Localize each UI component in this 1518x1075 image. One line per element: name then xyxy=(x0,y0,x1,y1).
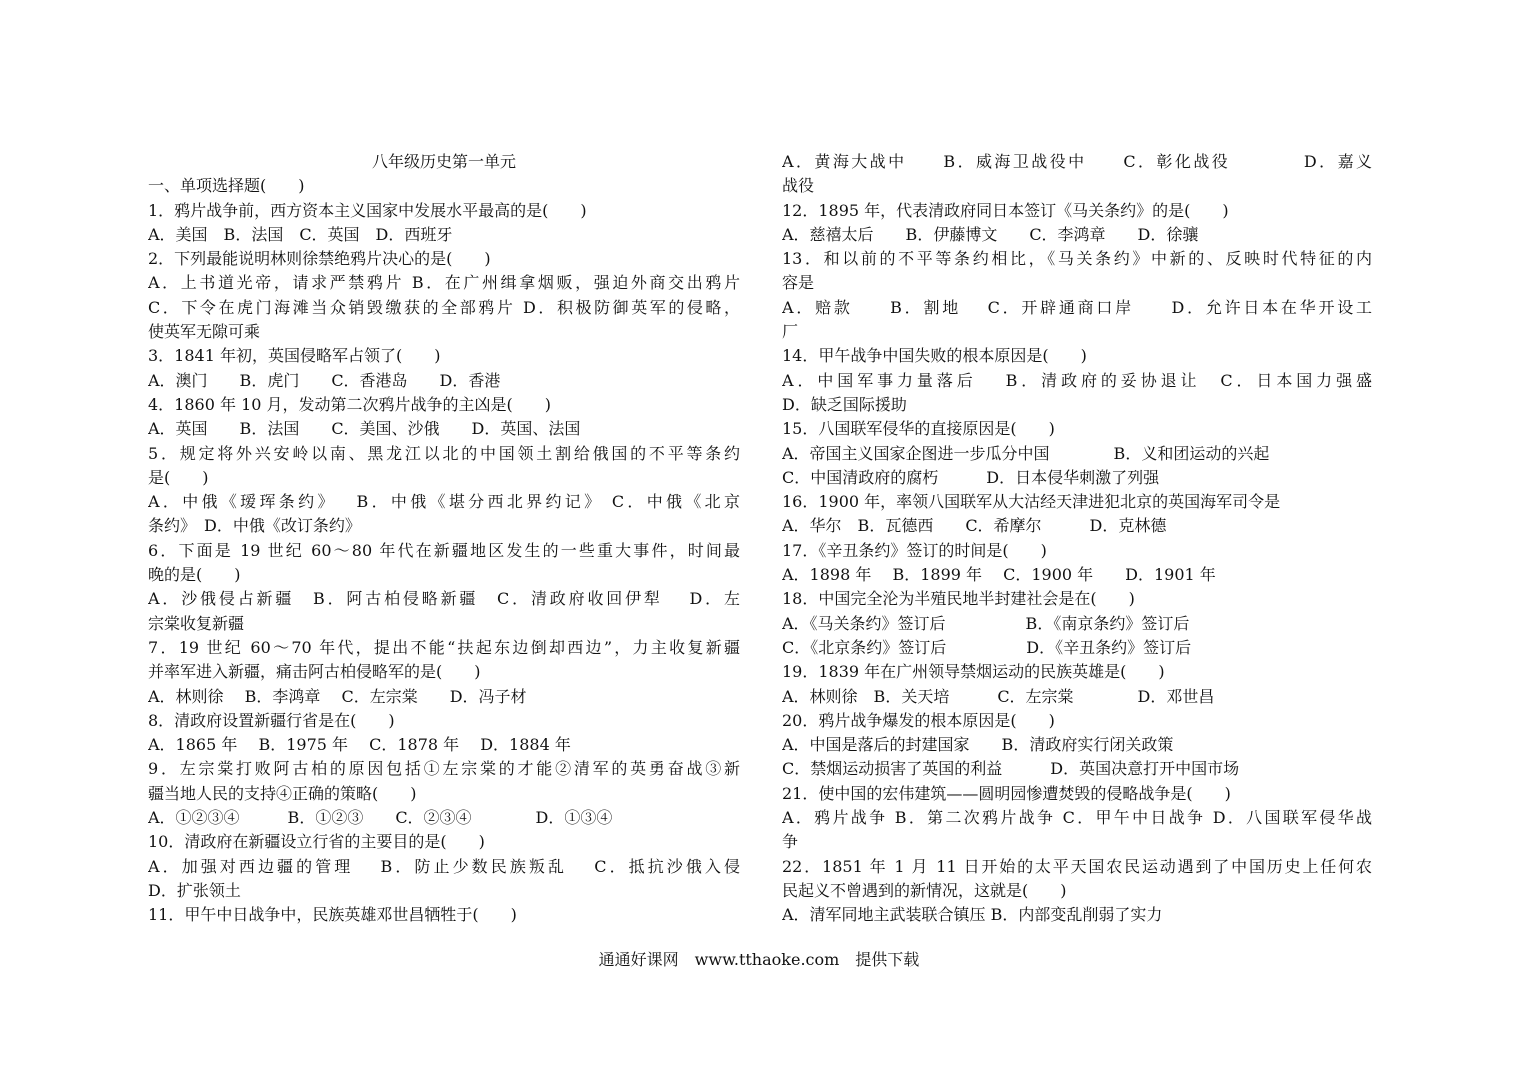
left-text-line: 一、单项选择题( ) xyxy=(148,176,305,196)
right-text-line: 民起义不曾遇到的新情况，这就是( ) xyxy=(782,880,1067,900)
left-text-line: 晚的是( ) xyxy=(148,565,241,585)
right-text-line: A．慈禧太后 B．伊藤博文 C．李鸿章 D．徐骧 xyxy=(782,224,1199,244)
left-text-line: 8．清政府设置新疆行省是在( ) xyxy=(148,710,395,730)
right-text-line: 厂 xyxy=(782,322,799,342)
left-text-line: A．加强对西边疆的管理 B．防止少数民族叛乱 C．抵抗沙俄入侵 xyxy=(148,856,740,876)
right-text-line: 16．1900 年，率领八国联军从大沽经天津进犯北京的英国海军司令是 xyxy=(782,492,1281,512)
left-text-line: 6．下面是 19 世纪 60～80 年代在新疆地区发生的一些重大事件，时间最 xyxy=(148,540,740,560)
left-text-line: A．中俄《瑷珲条约》 B．中俄《堪分西北界约记》 C．中俄《北京 xyxy=(148,492,740,512)
right-text-line: 12．1895 年，代表清政府同日本签订《马关条约》的是( ) xyxy=(782,200,1229,220)
right-text-line: A．鸦片战争 B．第二次鸦片战争 C．甲午中日战争 D．八国联军侵华战 xyxy=(782,808,1372,828)
left-text-line: C．下令在虎门海滩当众销毁缴获的全部鸦片 D．积极防御英军的侵略， xyxy=(148,297,740,317)
left-text-line: A．①②③④ B．①②③ C．②③④ D．①③④ xyxy=(148,808,613,828)
right-text-line: C．中国清政府的腐朽 D．日本侵华刺激了列强 xyxy=(782,467,1160,487)
right-text-line: A．赔款 B．割地 C．开辟通商口岸 D．允许日本在华开设工 xyxy=(782,297,1372,317)
right-text-line: 17．《辛丑条约》签订的时间是( ) xyxy=(782,540,1047,560)
footer-source: 通通好课网 www.tthaoke.com 提供下载 xyxy=(598,950,920,969)
right-text-line: A．《马关条约》签订后 B．《南京条约》签订后 xyxy=(782,613,1190,633)
left-text-line: 9．左宗棠打败阿古柏的原因包括①左宗棠的才能②清军的英勇奋战③新 xyxy=(148,759,740,779)
right-text-line: 19．1839 年在广州领导禁烟运动的民族英雄是( ) xyxy=(782,662,1165,682)
right-text-line: A．黄海大战中 B．威海卫战役中 C．彰化战役 D．嘉义 xyxy=(782,152,1372,171)
right-text-line: 13．和以前的不平等条约相比，《马关条约》中新的、反映时代特征的内 xyxy=(782,249,1372,269)
left-text-line: 11．甲午中日战争中，民族英雄邓世昌牺牲于( ) xyxy=(148,905,517,925)
left-text-line: 4．1860 年 10 月，发动第二次鸦片战争的主凶是( ) xyxy=(148,394,552,414)
right-text-line: C．禁烟运动损害了英国的利益 D．英国决意打开中国市场 xyxy=(782,759,1240,779)
left-text-line: 3．1841 年初，英国侵略军占领了( ) xyxy=(148,346,441,366)
right-text-line: A．清军同地主武装联合镇压 B．内部变乱削弱了实力 xyxy=(782,905,1163,925)
exam-title: 八年级历史第一单元 xyxy=(371,152,516,171)
left-text-line: A．林则徐 B．李鸿章 C．左宗棠 D．冯子材 xyxy=(148,686,527,706)
right-text-line: A．华尔 B．瓦德西 C．希摩尔 D．克林德 xyxy=(782,516,1167,536)
right-text-line: 18．中国完全沦为半殖民地半封建社会是在( ) xyxy=(782,589,1135,609)
right-text-line: 22．1851 年 1 月 11 日开始的太平天国农民运动遇到了中国历史上任何农 xyxy=(782,856,1372,876)
right-text-line: A．中国军事力量落后 B．清政府的妥协退让 C．日本国力强盛 xyxy=(782,370,1372,390)
right-text-line: A．帝国主义国家企图进一步瓜分中国 B．义和团运动的兴起 xyxy=(782,443,1270,463)
left-text-line: 2．下列最能说明林则徐禁绝鸦片决心的是( ) xyxy=(148,249,491,269)
left-text-line: 条约》 D．中俄《改订条约》 xyxy=(148,516,361,536)
left-text-line: A．英国 B．法国 C．美国、沙俄 D．英国、法国 xyxy=(148,419,581,439)
left-text-line: 宗棠收复新疆 xyxy=(148,613,245,633)
left-text-line: 5．规定将外兴安岭以南、黑龙江以北的中国领土割给俄国的不平等条约 xyxy=(148,443,740,463)
right-text-line: A．林则徐 B．关天培 C．左宗棠 D．邓世昌 xyxy=(782,686,1215,706)
left-text-line: A．1865 年 B．1975 年 C．1878 年 D．1884 年 xyxy=(148,735,571,755)
right-text-line: 15．八国联军侵华的直接原因是( ) xyxy=(782,419,1055,439)
right-text-line: 战役 xyxy=(782,176,815,196)
left-column xyxy=(148,150,740,928)
right-text-line: 容是 xyxy=(782,273,815,293)
right-text-line: 21．使中国的宏伟建筑——圆明园惨遭焚毁的侵略战争是( ) xyxy=(782,783,1231,803)
left-text-line: 1．鸦片战争前，西方资本主义国家中发展水平最高的是( ) xyxy=(148,200,587,220)
left-text-line: A．沙俄侵占新疆 B．阿古柏侵略新疆 C．清政府收回伊犁 D．左 xyxy=(148,589,740,609)
left-text-line: A．美国 B．法国 C．英国 D．西班牙 xyxy=(148,224,453,244)
right-text-line: D．缺乏国际援助 xyxy=(782,394,907,414)
left-text-line: 使英军无隙可乘 xyxy=(148,322,261,342)
right-text-line: C．《北京条约》签订后 D．《辛丑条约》签订后 xyxy=(782,637,1192,657)
right-text-line: A．1898 年 B．1899 年 C．1900 年 D．1901 年 xyxy=(782,565,1216,585)
left-text-line: 是( ) xyxy=(148,467,209,487)
left-text-line: A．澳门 B．虎门 C．香港岛 D．香港 xyxy=(148,370,501,390)
right-column xyxy=(782,150,1372,928)
left-text-line: 并率军进入新疆，痛击阿古柏侵略军的是( ) xyxy=(148,662,481,682)
left-text-line: 疆当地人民的支持④正确的策略( ) xyxy=(148,783,417,803)
right-text-line: A．中国是落后的封建国家 B．清政府实行闭关政策 xyxy=(782,735,1174,755)
left-text-line: 10．清政府在新疆设立行省的主要目的是( ) xyxy=(148,832,485,852)
left-text-line: 7．19 世纪 60～70 年代，提出不能“扶起东边倒却西边”，力主收复新疆 xyxy=(148,637,740,657)
right-text-line: 14．甲午战争中国失败的根本原因是( ) xyxy=(782,346,1087,366)
right-text-line: 争 xyxy=(782,832,799,852)
left-text-line: A．上书道光帝，请求严禁鸦片 B．在广州缉拿烟贩，强迫外商交出鸦片 xyxy=(148,273,740,293)
right-text-line: 20．鸦片战争爆发的根本原因是( ) xyxy=(782,710,1055,730)
left-text-line: D．扩张领土 xyxy=(148,880,241,900)
